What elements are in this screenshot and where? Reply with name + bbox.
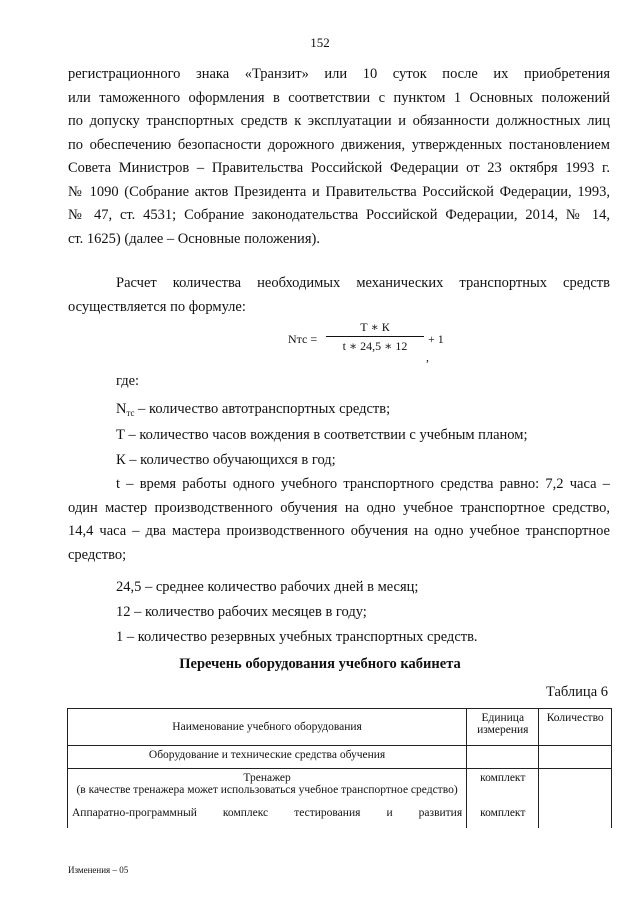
table-row: [68, 769, 612, 800]
def-1: 1 – количество резервных учебных транспортных средств.: [116, 629, 478, 645]
text-line: осуществляется по формуле:: [68, 298, 246, 315]
where-label: где:: [116, 373, 140, 389]
word: тестирования: [294, 807, 361, 819]
def-t-lower: [68, 473, 610, 567]
word: и: [386, 807, 393, 819]
trainer-title: Тренажер: [243, 772, 291, 784]
def-24-5: 24,5 – среднее количество рабочих дней в месяц;: [116, 579, 419, 595]
trainer-note: (в качестве тренажера может использоваться учебное транспортное средство): [76, 784, 458, 796]
ntc-subscript: тс: [126, 408, 135, 418]
section-cell: Оборудование и технические средства обучения: [68, 746, 467, 769]
paragraph-transit: [68, 63, 610, 251]
formula-comma: ,: [426, 350, 429, 364]
def-ntc: [116, 398, 390, 426]
empty-cell: [539, 799, 612, 828]
trainer-cell: [68, 769, 467, 800]
text-line: Расчет количества необходимых механических транспортных средств: [116, 275, 610, 291]
word: Аппаратно-программный: [72, 807, 197, 819]
formula-denominator: t ∗ 24,5 ∗ 12: [342, 339, 408, 353]
word: комплекс: [222, 807, 269, 819]
page-number: 152: [310, 35, 330, 50]
text-line: 14,4 часа – два мастера производственного обучения на одно учебное транспортное: [68, 523, 610, 539]
table-label: Таблица 6: [545, 684, 608, 700]
table-header-row: [68, 709, 612, 746]
ntc-text: – количество автотранспортных средств;: [134, 401, 391, 417]
ntc-symbol: N: [116, 401, 127, 417]
formula-fraction: [326, 318, 424, 355]
def-12: 12 – количество рабочих месяцев в году;: [116, 604, 367, 620]
text-line: средство;: [68, 546, 127, 563]
table-row: [68, 746, 612, 769]
formula-lhs: Nтс =: [288, 332, 318, 346]
header-qty: Количество: [539, 709, 612, 746]
hardware-cell: [68, 799, 467, 828]
equipment-table: [67, 708, 612, 828]
text-line: по допуску транспортных средств к эксплуатации и обязанности должностных лиц: [68, 113, 610, 129]
text-line: № 47, ст. 4531; Собрание законодательства Российской Федерации, 2014, № 14,: [68, 207, 610, 223]
def-t-upper: Т – количество часов вождения в соответствии с учебным планом;: [116, 427, 528, 443]
trainer-unit: комплект: [467, 769, 539, 800]
header-name: Наименование учебного оборудования: [68, 709, 467, 746]
empty-cell: [539, 746, 612, 769]
text-line: № 1090 (Собрание актов Президента и Правительства Российской Федерации, 1993,: [68, 183, 610, 200]
def-k: К – количество обучающихся в год;: [116, 452, 336, 468]
text-line: ст. 1625) (далее – Основные положения).: [68, 230, 320, 247]
footer-revision: Изменения – 05: [68, 865, 129, 875]
paragraph-calculation: [68, 272, 610, 319]
text-line: регистрационного знака «Транзит» или 10 суток после их приобретения: [68, 66, 610, 82]
text-line: один мастер производственного обучения на одно учебное транспортное средство,: [68, 499, 610, 516]
formula-numerator: Т ∗ К: [360, 320, 390, 334]
header-unit: Единица измерения: [467, 709, 539, 746]
empty-cell: [539, 769, 612, 800]
text-line: Совета Министров – Правительства Российской Федерации от 23 октября 1993 г.: [68, 160, 610, 176]
hardware-unit: комплект: [467, 799, 539, 828]
text-line: по обеспечению безопасности дорожного движения, утвержденных постановлением: [68, 136, 610, 153]
empty-cell: [467, 746, 539, 769]
word: развития: [418, 807, 463, 819]
text-line: или таможенного оформления в соответствии с пунктом 1 Основных положений: [68, 89, 610, 106]
table-row: [68, 799, 612, 828]
text-line: t – время работы одного учебного транспортного средства равно: 7,2 часа –: [116, 476, 610, 492]
section-heading: Перечень оборудования учебного кабинета: [179, 656, 461, 672]
formula-plus-one: + 1: [428, 332, 444, 346]
